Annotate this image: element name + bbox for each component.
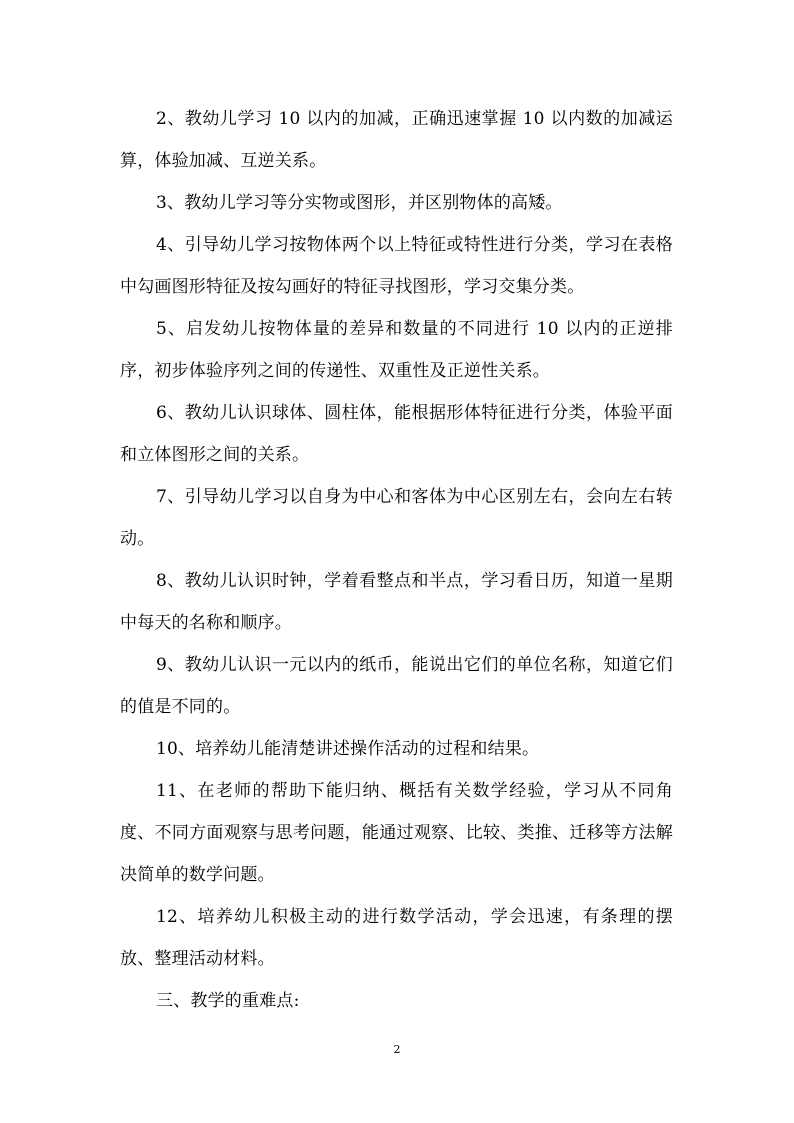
page-number: 2 bbox=[393, 1043, 401, 1056]
paragraph-item-12: 12、培养幼儿积极主动的进行数学活动，学会迅速，有条理的摆放、整理活动材料。 bbox=[120, 907, 673, 969]
paragraph-item-4: 4、引导幼儿学习按物体两个以上特征或特性进行分类，学习在表格中勾画图形特征及按勾画好的特征寻找图形，学习交集分类。 bbox=[120, 235, 673, 297]
paragraph-item-7: 7、引导幼儿学习以自身为中心和客体为中心区别左右，会向左右转动。 bbox=[120, 487, 673, 549]
paragraph-item-6: 6、教幼儿认识球体、圆柱体，能根据形体特征进行分类，体验平面和立体图形之间的关系。 bbox=[120, 403, 673, 465]
paragraph-item-9: 9、教幼儿认识一元以内的纸币，能说出它们的单位名称，知道它们的值是不同的。 bbox=[120, 655, 673, 717]
document-body bbox=[120, 98, 673, 1022]
paragraph-item-10: 10、培养幼儿能清楚讲述操作活动的过程和结果。 bbox=[156, 739, 540, 759]
section-heading-key-points: 三、教学的重难点: bbox=[156, 991, 300, 1011]
paragraph-item-8: 8、教幼儿认识时钟，学着看整点和半点，学习看日历，知道一星期中每天的名称和顺序。 bbox=[120, 571, 673, 633]
paragraph-item-5: 5、启发幼儿按物体量的差异和数量的不同进行 10 以内的正逆排序，初步体验序列之间的传递性、双重性及正逆性关系。 bbox=[120, 319, 673, 381]
paragraph-item-11: 11、在老师的帮助下能归纳、概括有关数学经验，学习从不同角度、不同方面观察与思考问题，能通过观察、比较、类推、迁移等方法解决简单的数学问题。 bbox=[120, 781, 673, 885]
paragraph-item-3: 3、教幼儿学习等分实物或图形，并区别物体的高矮。 bbox=[156, 193, 563, 213]
paragraph-item-2: 2、教幼儿学习 10 以内的加减，正确迅速掌握 10 以内数的加减运算，体验加减、互逆关系。 bbox=[120, 109, 673, 171]
